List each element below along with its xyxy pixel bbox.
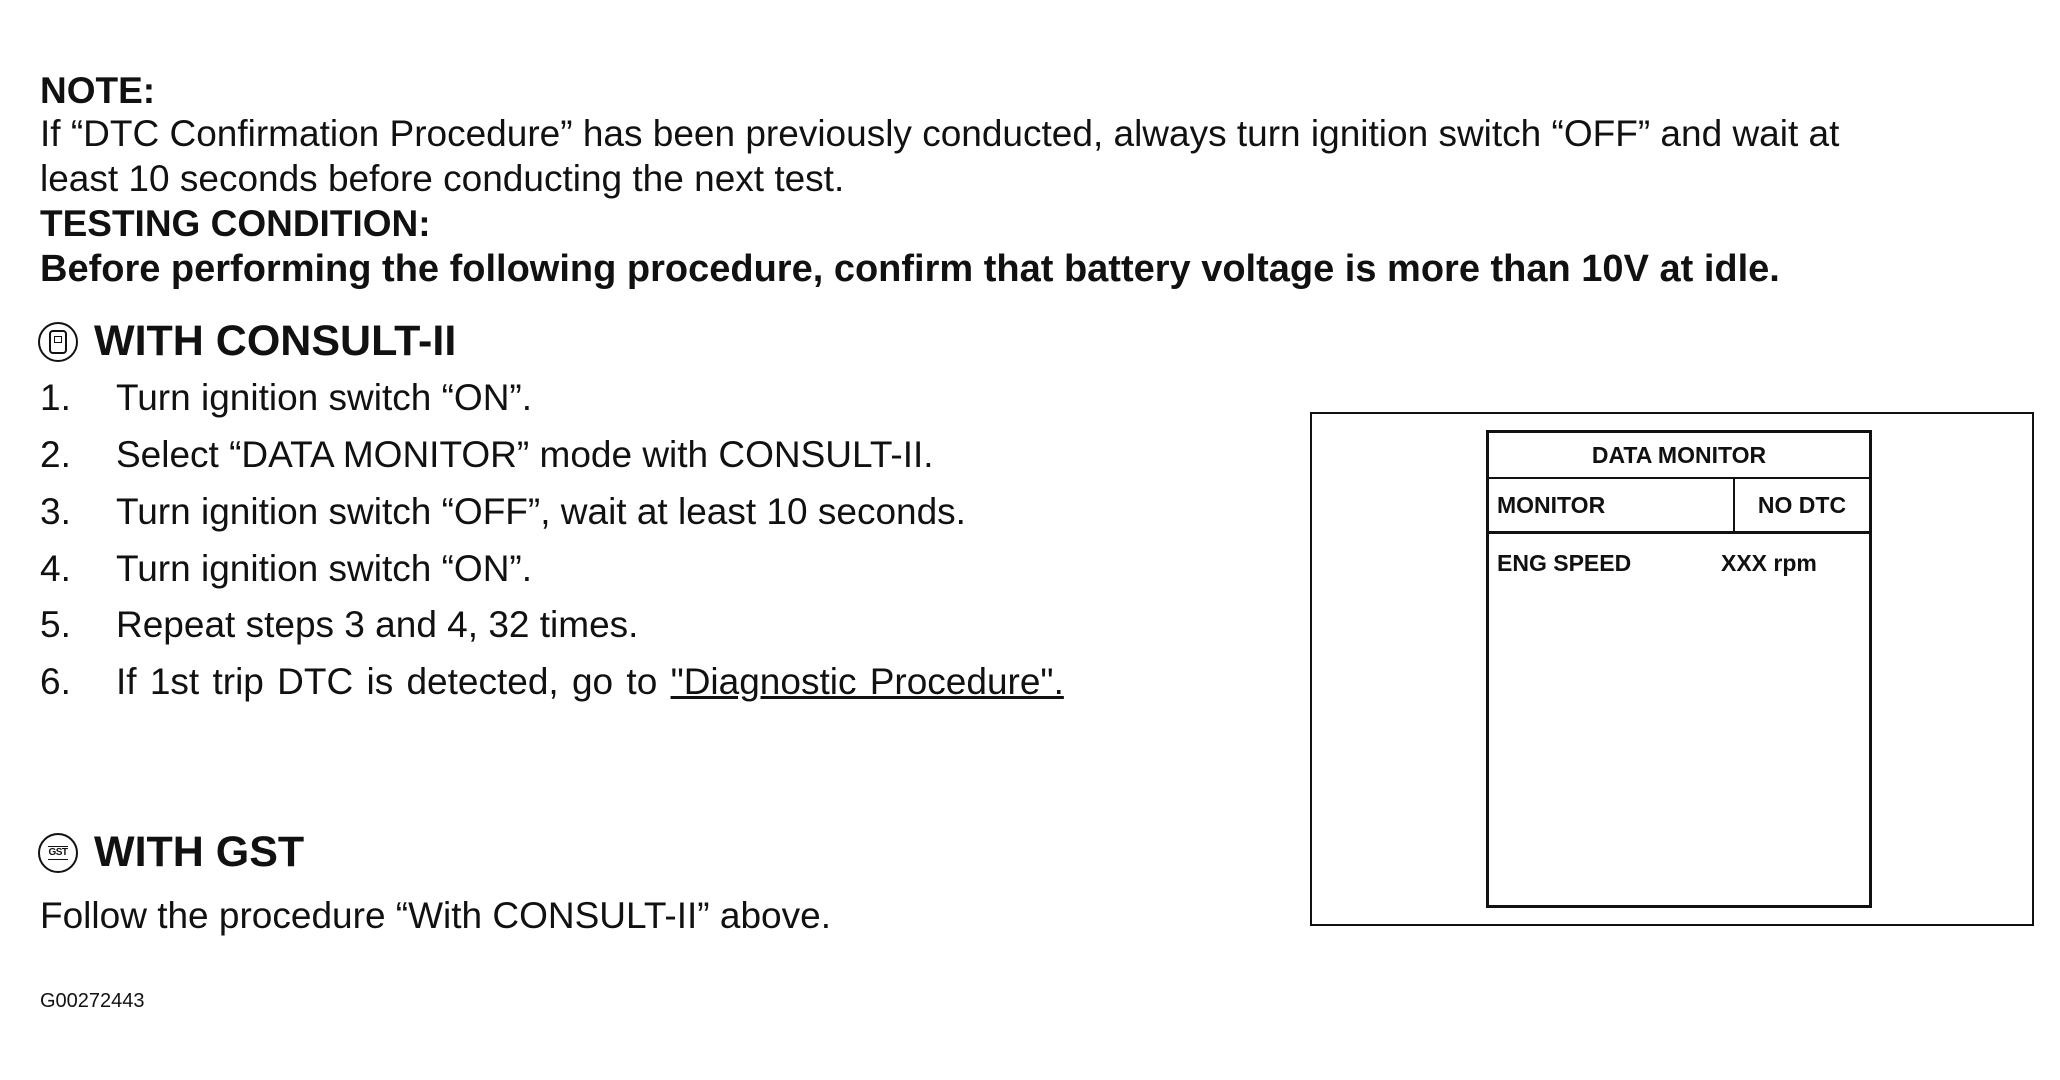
monitor-item-name: ENG SPEED [1497, 550, 1632, 576]
note-label: NOTE: [40, 70, 156, 111]
procedure-step [40, 377, 532, 419]
diagnostic-procedure-link[interactable]: "Diagnostic Procedure". [670, 661, 1064, 702]
procedure-step [40, 661, 1064, 703]
procedure-step [40, 434, 934, 476]
figure-id: G00272443 [40, 990, 145, 1012]
data-monitor-header [1489, 479, 1869, 534]
consult-section-heading [38, 317, 456, 366]
step-text: Select “DATA MONITOR” mode with CONSULT-II. [116, 434, 934, 475]
data-monitor-screen [1486, 430, 1872, 908]
step-text: Turn ignition switch “ON”. [116, 548, 533, 589]
note-text-line1: If “DTC Confirmation Procedure” has been previously conducted, always turn ignition switch “OFF” and wait at [40, 113, 1840, 154]
monitor-column-label: MONITOR [1489, 479, 1735, 531]
note-text-line2: least 10 seconds before conducting the next test. [40, 158, 845, 199]
gst-instruction-text: Follow the procedure “With CONSULT-II” above. [40, 895, 831, 936]
gst-badge-text: GST [48, 846, 68, 858]
step-number: 2. [40, 434, 71, 475]
step-number: 6. [40, 661, 71, 702]
gst-icon [38, 833, 78, 873]
testing-condition-label: TESTING CONDITION: [40, 203, 431, 244]
step-number: 5. [40, 604, 71, 645]
consult-ii-icon [38, 322, 78, 362]
step-number: 4. [40, 548, 71, 589]
step-text: Repeat steps 3 and 4, 32 times. [116, 604, 639, 645]
gst-heading-text: WITH GST [94, 828, 305, 876]
testing-condition-text: Before performing the following procedure, confirm that battery voltage is more than 10V at idle. [40, 248, 1780, 290]
procedure-step [40, 491, 966, 533]
step-number: 3. [40, 491, 71, 532]
monitor-item-value: XXX rpm [1721, 550, 1817, 576]
consult-heading-text: WITH CONSULT-II [94, 317, 457, 365]
procedure-step [40, 548, 532, 590]
procedure-step [40, 604, 638, 646]
gst-section-heading [38, 828, 304, 877]
step-text: If 1st trip DTC is detected, go to [116, 661, 671, 702]
data-monitor-title: DATA MONITOR [1489, 433, 1869, 479]
step-number: 1. [40, 377, 71, 418]
dtc-status-label: NO DTC [1757, 492, 1847, 518]
step-text: Turn ignition switch “ON”. [116, 377, 533, 418]
monitor-row [1489, 534, 1869, 577]
step-text: Turn ignition switch “OFF”, wait at least 10 seconds. [116, 491, 966, 532]
